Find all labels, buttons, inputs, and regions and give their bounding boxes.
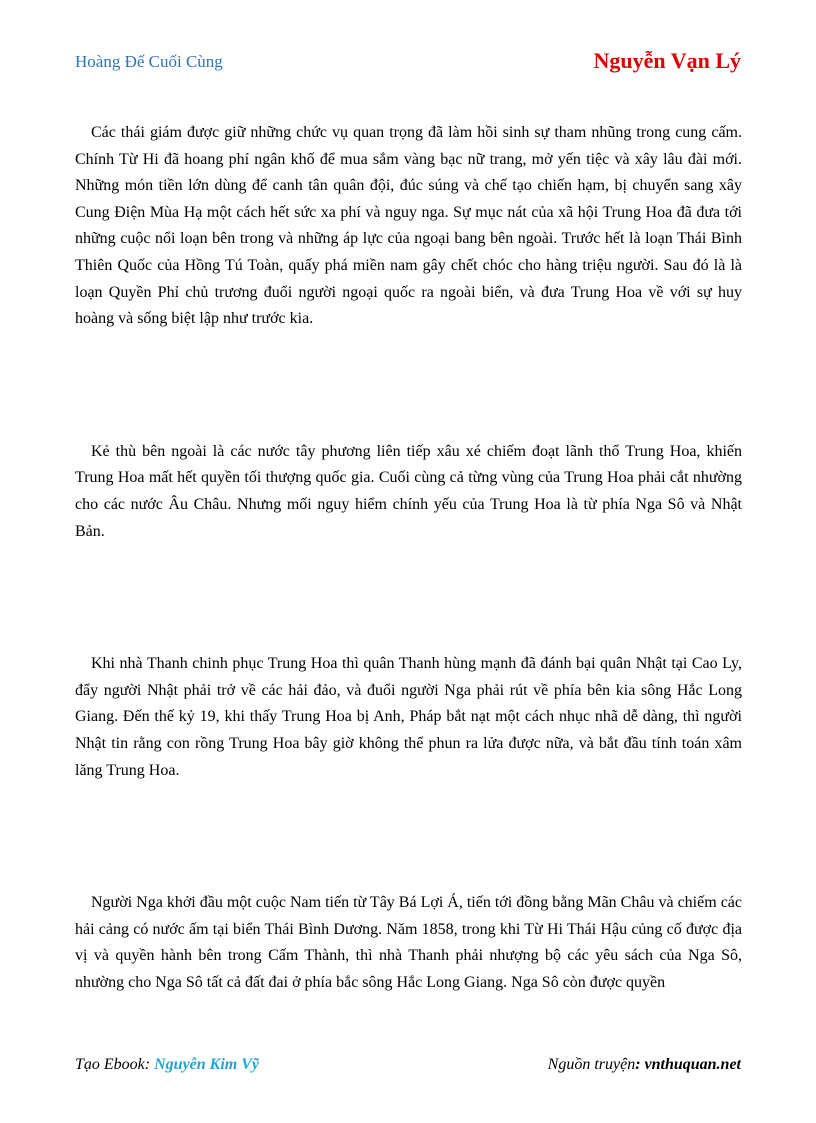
ebook-creator-name: Nguyễn Kim Vỹ bbox=[154, 1056, 259, 1073]
source-separator: : bbox=[635, 1056, 645, 1073]
ebook-separator: : bbox=[144, 1056, 155, 1073]
paragraph: Các thái giám được giữ những chức vụ quan trọng đã làm hồi sinh sự tham nhũng trong cung cấm. Chính Từ Hi đã hoang phí ngân khố để mua sắm vàng bạc nữ trang, mở yến tiệc và xây lâu đài mới. Những món tiền lớn dùng để canh tân quân đội, đúc súng và chế tạo chiến hạm, bị chuyển sang xây Cung Điện Mùa Hạ một cách hết sức xa phí và nguy nga. Sự mục nát của xã hội Trung Hoa đã đưa tới những cuộc nổi loạn bên trong và những áp lực của ngoại bang bên ngoài. Trước hết là loạn Thái Bình Thiên Quốc của Hồng Tú Toàn, quấy phá miền nam gây chết chóc cho hàng triệu người. Sau đó là là loạn Quyền Phỉ chủ trương đuổi người ngoại quốc ra ngoài biển, và đưa Trung Hoa về với sự huy hoàng và sống biệt lập như trước kia. bbox=[75, 124, 742, 328]
source-credit bbox=[548, 1056, 741, 1074]
author-name: Nguyễn Vạn Lý bbox=[593, 48, 741, 73]
paragraph: Khi nhà Thanh chinh phục Trung Hoa thì quân Thanh hùng mạnh đã đánh bại quân Nhật tại Cao Ly, đẩy người Nhật phải trở về các hải đảo, và đuổi người Nga phải rút về phía bên kia sông Hắc Long Giang. Đến thế kỷ 19, khi thấy Trung Hoa bị Anh, Pháp bắt nạt một cách nhục nhã dễ dàng, thì người Nhật tin rằng con rồng Trung Hoa bây giờ không thể phun ra lửa được nữa, và bắt đầu tính toán xâm lăng Trung Hoa. bbox=[75, 655, 742, 779]
source-label: Nguồn truyện bbox=[547, 1056, 636, 1073]
source-site: vnthuquan.net bbox=[644, 1056, 741, 1073]
book-title: Hoàng Đế Cuối Cùng bbox=[75, 52, 223, 71]
paragraph: Người Nga khởi đầu một cuộc Nam tiến từ Tây Bá Lợi Á, tiến tới đồng bằng Mãn Châu và chiếm các hải cảng có nước ấm tại biển Thái Bình Dương. Năm 1858, trong khi Từ Hi Thái Hậu củng cố được địa vị và quyền hành bên trong Cấm Thành, thì nhà Thanh phải nhượng bộ các yêu sách của Nga Sô, nhường cho Nga Sô tất cả đất đai ở phía bắc sông Hắc Long Giang. Nga Sô còn được quyền bbox=[75, 894, 742, 991]
document-body bbox=[75, 120, 742, 996]
ebook-label: Tạo Ebook bbox=[75, 1056, 145, 1073]
paragraph: Kẻ thù bên ngoài là các nước tây phương liên tiếp xâu xé chiếm đoạt lãnh thổ Trung Hoa, khiến Trung Hoa mất hết quyền tối thượng quốc gia. Cuối cùng cả từng vùng của Trung Hoa phải cắt nhường cho các nước Âu Châu. Nhưng mối nguy hiểm chính yếu của Trung Hoa là từ phía Nga Sô và Nhật Bản. bbox=[75, 442, 742, 540]
ebook-credit bbox=[75, 1056, 259, 1074]
